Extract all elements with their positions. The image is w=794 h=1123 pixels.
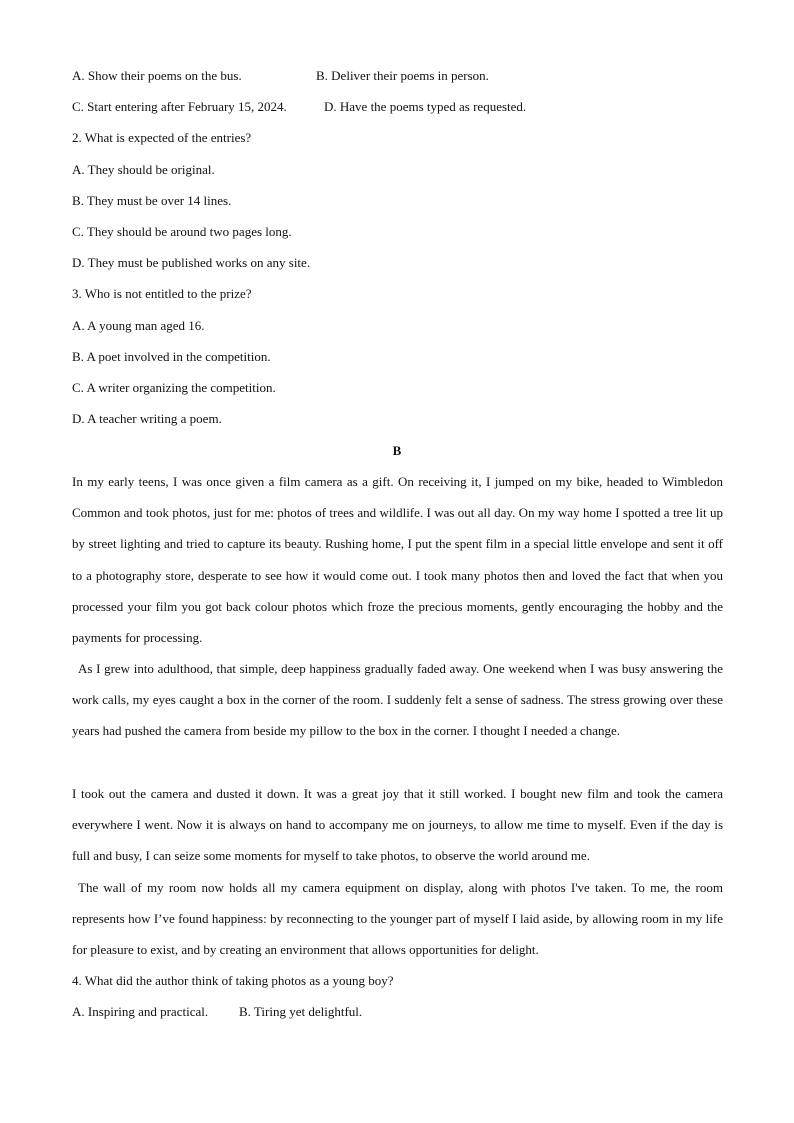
q2-option-c: C. They should be around two pages long. (72, 224, 292, 239)
passage-paragraph-1: In my early teens, I was once given a film camera as a gift. On receiving it, I jumped on my bike, headed to Wimbledon Common and took photos, just for me: photos of trees and wildlife. I was out all day. On my way home I spotted a tree lit up by street lighting and tried to capture its beauty. Rushing home, I put the spent film in a special little envelope and sent it off to a photography store, desperate to see how it would come out. I took many photos then and loved the fact that when you processed your film you got back colour photos which froze the precious moments, gently encouraging the hobby and the payments for processing. (72, 474, 723, 646)
q2-option-d: D. They must be published works on any site. (72, 255, 311, 270)
q3-question: 3. Who is not entitled to the prize? (72, 286, 252, 301)
q3-option-c: C. A writer organizing the competition. (72, 380, 276, 395)
q2-option-a: A. They should be original. (72, 162, 215, 177)
q3-option-b: B. A poet involved in the competition. (72, 349, 271, 364)
q1-option-b: B. Deliver their poems in person. (316, 68, 489, 83)
passage-paragraph-3: I took out the camera and dusted it down. It was a great joy that it still worked. I bought new film and took the camera everywhere I went. Now it is always on hand to accompany me on journeys, to allow me time to myself. Even if the day is full and busy, I can seize some moments for myself to take photos, to observe the world around me. (72, 786, 723, 864)
q4-question: 4. What did the author think of taking photos as a young boy? (72, 973, 394, 988)
q2-question: 2. What is expected of the entries? (72, 130, 252, 145)
passage-paragraph-4: The wall of my room now holds all my camera equipment on display, along with photos I've taken. To me, the room represents how I’ve found happiness: by reconnecting to the younger part of myself I laid aside, by allowing room in my life for pleasure to exist, and by creating an environment that allows opportunities for delight. (72, 880, 723, 958)
q4-option-a: A. Inspiring and practical. (72, 1004, 209, 1019)
q4-option-b: B. Tiring yet delightful. (239, 1004, 363, 1019)
passage-paragraph-2: As I grew into adulthood, that simple, deep happiness gradually faded away. One weekend when I was busy answering the work calls, my eyes caught a box in the corner of the room. I suddenly felt a sense of sadness. The stress growing over these years had pushed the camera from beside my pillow to the box in the corner. I thought I needed a change. (72, 661, 723, 739)
q2-option-b: B. They must be over 14 lines. (72, 193, 232, 208)
q1-option-c: C. Start entering after February 15, 2024. (72, 99, 287, 114)
q3-option-d: D. A teacher writing a poem. (72, 411, 222, 426)
q3-option-a: A. A young man aged 16. (72, 318, 205, 333)
section-heading: B (392, 443, 402, 458)
q1-option-a: A. Show their poems on the bus. (72, 68, 242, 83)
q1-option-d: D. Have the poems typed as requested. (324, 99, 527, 114)
